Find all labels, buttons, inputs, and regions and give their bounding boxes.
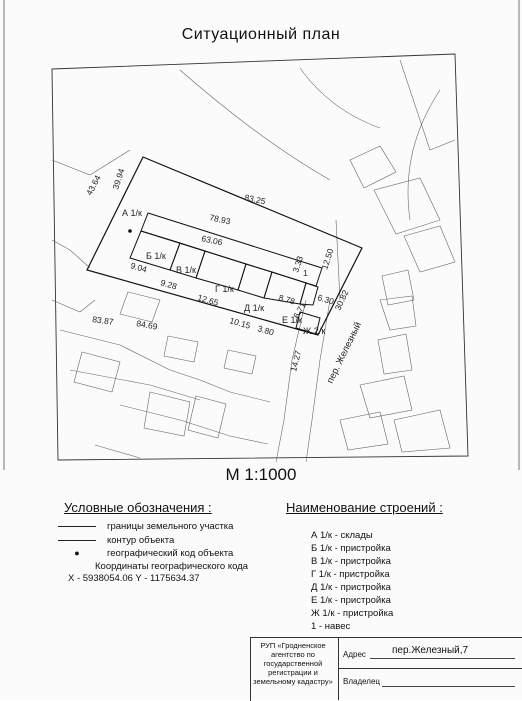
address-underline xyxy=(370,658,515,659)
building-label-v: В 1/к xyxy=(176,265,196,275)
surrounding-context xyxy=(52,60,455,462)
dim-left-side: 39.94 xyxy=(110,167,127,191)
building-label-zh: Ж 2/к xyxy=(303,326,326,336)
dim-e-length: 3.80 xyxy=(256,323,276,338)
dim-v-length: 9.28 xyxy=(159,277,179,292)
title-block-row-divider xyxy=(338,668,522,669)
legend-item: ● географический код объекта xyxy=(58,548,233,559)
building-name-item: 1 - навес xyxy=(311,621,351,632)
building-name-item: В 1/к - пристройка xyxy=(311,556,391,567)
building-name-item: Е 1/к - пристройка xyxy=(311,595,391,606)
building-label-g: Г 1/к xyxy=(215,284,234,294)
dim-zh-width: 6.71 xyxy=(291,300,309,320)
dim-e-width: 6.30 xyxy=(316,292,336,307)
owner-underline xyxy=(382,686,515,687)
dim-bottom-inner: 84.69 xyxy=(135,318,159,332)
dim-top: 83.25 xyxy=(243,192,267,207)
building-name-item: А 1/к - склады xyxy=(311,530,373,541)
boundary-line-symbol xyxy=(58,526,96,527)
owner-label: Владелец xyxy=(343,677,381,686)
building-label-d: Д 1/к xyxy=(244,303,265,313)
contour-line-symbol xyxy=(58,540,96,541)
dim-w1: 3.33 xyxy=(290,254,306,274)
dim-right-side: 12.50 xyxy=(319,247,336,271)
dim-right-bottom: 30.82 xyxy=(332,288,351,312)
dim-right-low: 14.27 xyxy=(288,349,304,373)
building-label-a: А 1/к xyxy=(122,208,142,218)
dim-g-length: 12.65 xyxy=(196,292,220,308)
building-name-item: Б 1/к - пристройка xyxy=(311,543,391,554)
building-label-b: Б 1/к xyxy=(146,251,166,261)
building-name-item: Д 1/к - пристройка xyxy=(311,582,391,593)
building-name-item: Г 1/к - пристройка xyxy=(311,569,390,580)
dim-d-length: 10.15 xyxy=(228,315,252,331)
building-names-title: Наименование строений : xyxy=(286,500,443,515)
dot-icon: ● xyxy=(74,548,80,558)
dim-bottom-outer: 83.87 xyxy=(91,314,115,327)
legend-item: границы земельного участка xyxy=(58,521,233,532)
geo-code-point xyxy=(128,229,132,233)
organization-name: РУП «Гродненское агентство по государственной регистрации и земельному кадастру» xyxy=(253,641,333,686)
building-label-e: Е 1/к xyxy=(282,315,302,325)
dim-left-outer: 43.64 xyxy=(83,173,103,197)
dim-b-length: 63.06 xyxy=(200,233,224,248)
parcel-boundary xyxy=(87,157,362,338)
dim-b-width: 9.04 xyxy=(129,260,149,275)
address-value: пер.Железный,7 xyxy=(392,645,469,656)
dim-a-length: 78.93 xyxy=(208,212,232,227)
dim-n1: 1 xyxy=(303,268,308,278)
address-label: Адрес xyxy=(343,650,366,659)
page-title: Ситуационный план xyxy=(181,26,341,43)
coords-title: Координаты географического кода xyxy=(95,561,249,572)
dim-w2: 8.78 xyxy=(277,292,297,307)
street-label: пер. Железный xyxy=(324,320,365,386)
coords-value: X - 5938054.06 Y - 1175634.37 xyxy=(68,573,200,584)
legend-title: Условные обозначения : xyxy=(64,500,212,515)
building-name-item: Ж 1/к - пристройка xyxy=(311,608,394,619)
legend-item: контур объекта xyxy=(58,535,174,546)
map-frame xyxy=(52,54,468,460)
map-scale: М 1:1000 xyxy=(225,465,297,484)
